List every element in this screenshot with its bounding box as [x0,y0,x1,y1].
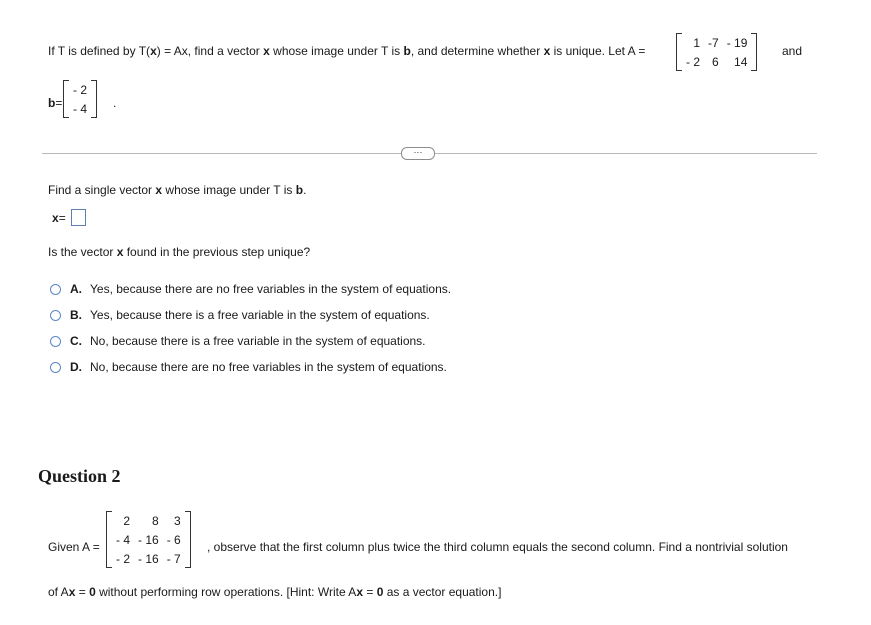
equals-sign: = [363,585,377,599]
option-text: Yes, because there is a free variable in the system of equations. [90,308,430,322]
x-label [52,211,66,225]
matrix-cell: - 6 [166,532,181,547]
option-text: No, because there are no free variables in the system of equations. [90,360,447,374]
vector-b: b [403,44,411,58]
matrix-A-q2 [106,511,191,568]
prompt-text: ) = Ax, find a vector [156,44,264,58]
matrix-A [676,33,757,71]
equals-sign: = [58,211,66,225]
prompt-text: Find a single vector [48,183,156,197]
vector-x: x [543,44,551,58]
b-label [48,96,62,110]
option-letter: A. [70,282,82,296]
option-letter: B. [70,308,82,322]
and-label: and [782,44,803,58]
b-period: . [113,96,117,110]
vector-x: x [263,44,270,58]
prompt-text: whose image under T is [162,183,296,197]
question1-prompt [48,44,645,58]
prompt-text: of A [48,585,69,599]
prompt-text: whose image under T is [269,44,404,58]
matrix-cell: - 4 [73,101,88,116]
matrix-cell: 6 [712,54,719,69]
given-label: Given A = [48,540,100,554]
answer-input-x[interactable] [71,209,86,226]
equals-sign: = [75,585,90,599]
zero-vector: 0 [376,585,384,599]
vector-x: x [356,585,363,599]
prompt-text: without performing row operations. [Hint: Write A [95,585,357,599]
prompt-text: is unique. Let A = [550,44,646,58]
observe-text: , observe that the first column plus twice the third column equals the second column. Find a nontrivial solution [207,540,788,554]
matrix-cell: 2 [123,513,131,528]
find-vector-prompt [48,183,306,197]
matrix-cell: -7 [708,35,719,50]
matrix-cell: 3 [174,513,181,528]
vector-x: x [116,245,124,259]
option-text: Yes, because there are no free variables in the system of equations. [90,282,452,296]
option-text: No, because there is a free variable in the system of equations. [90,334,426,348]
option-c[interactable] [50,332,426,350]
question2-line2 [48,585,501,599]
option-letter: C. [70,334,82,348]
prompt-text: as a vector equation.] [383,585,502,599]
vector-x: x [68,585,76,599]
vector-b: b [48,96,56,110]
matrix-cell: - 2 [73,82,88,97]
vector-b-matrix [63,80,97,118]
vector-x: x [155,183,163,197]
prompt-text: , and determine whether [410,44,544,58]
matrix-cell: - 4 [116,532,131,547]
expand-more-button[interactable]: ··· [401,147,435,160]
radio-icon[interactable] [50,336,61,347]
prompt-text: . [303,183,307,197]
matrix-cell: 8 [152,513,159,528]
option-b[interactable] [50,306,430,324]
matrix-cell: - 16 [138,551,159,566]
vector-x: x [52,211,59,225]
prompt-text: If T is defined by T( [48,44,151,58]
prompt-text: Is the vector [48,245,117,259]
matrix-cell: - 19 [726,35,748,50]
option-a[interactable] [50,280,451,298]
matrix-cell: - 2 [116,551,131,566]
matrix-cell: - 2 [686,54,701,69]
prompt-text: found in the previous step unique? [123,245,311,259]
option-d[interactable] [50,358,447,376]
matrix-cell: 1 [693,35,701,50]
matrix-cell: - 16 [138,532,159,547]
vector-x: x [150,44,157,58]
matrix-cell: 14 [734,54,748,69]
matrix-cell: - 7 [166,551,181,566]
question2-title: Question 2 [38,466,121,486]
radio-icon[interactable] [50,284,61,295]
radio-icon[interactable] [50,362,61,373]
vector-b: b [295,183,304,197]
zero-vector: 0 [89,585,96,599]
unique-question [48,245,310,259]
option-letter: D. [70,360,82,374]
radio-icon[interactable] [50,310,61,321]
equals-sign: = [55,96,63,110]
